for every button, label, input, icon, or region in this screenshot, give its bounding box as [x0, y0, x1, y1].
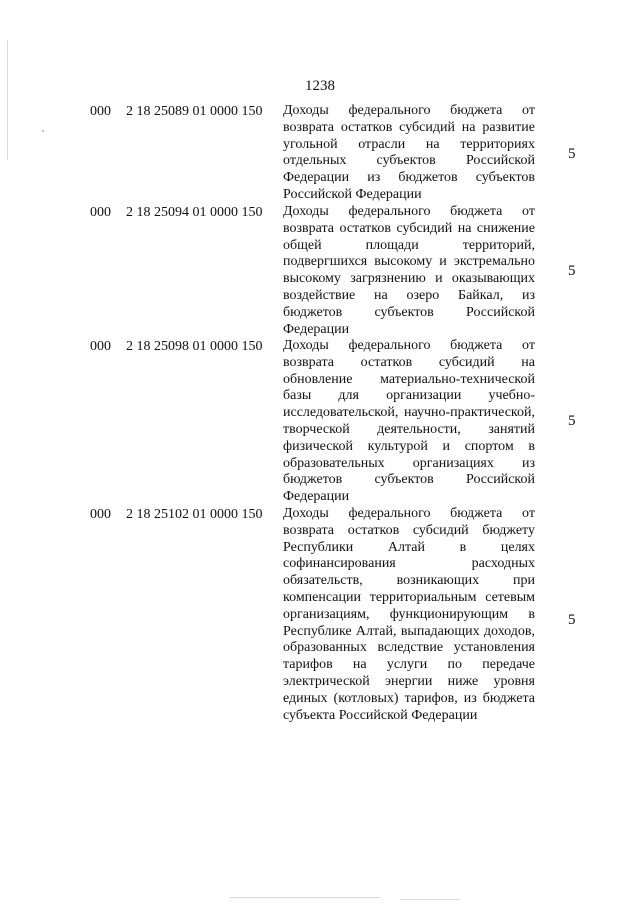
admin-code: 000 [90, 507, 111, 522]
budget-code: 2 18 25098 01 0000 150 [126, 339, 263, 354]
budget-code: 2 18 25094 01 0000 150 [126, 205, 263, 220]
scan-edge-mark [7, 40, 8, 160]
income-description: Доходы федерального бюджета от возврата остатков субсидий на снижение общей площади территорий, подвергшихся высокому и экстремально высокому загрязнению и оказывающих воздействие на озеро Байкал, из бюджетов субъектов Российской Федерации [283, 204, 535, 337]
admin-code: 000 [90, 205, 111, 220]
page-number: 1238 [305, 78, 335, 94]
income-description: Доходы федерального бюджета от возврата остатков субсидий на развитие угольной отрасли на территориях отдельных субъектов Российской Федерации из бюджетов субъектов Российской Федерации [283, 103, 535, 202]
scan-dot [42, 130, 44, 132]
budget-code: 2 18 25089 01 0000 150 [126, 104, 263, 119]
admin-code: 000 [90, 104, 111, 119]
scan-bottom-dash [400, 899, 460, 900]
scan-bottom-line [230, 897, 380, 898]
amount: 5 [568, 146, 576, 162]
amount: 5 [568, 263, 576, 279]
income-description: Доходы федерального бюджета от возврата остатков субсидий бюджету Республики Алтай в целях софинансирования расходных обязательств, возникающих при компенсации территориальным сетевым организациям, функционирующим в Республике Алтай, выпадающих доходов, образованных вследствие установления тарифов на услуги по передаче электрической энергии ниже уровня единых (котловых) тарифов, из бюджета субъекта Российской Федерации [283, 506, 535, 723]
income-description: Доходы федерального бюджета от возврата остатков субсидий на обновление материально-технической базы для организации учебно-исследовательской, научно-практической, творческой деятельности, занятий физической культурой и спортом в образовательных организациях из бюджетов субъектов Российской Федерации [283, 338, 535, 505]
budget-code: 2 18 25102 01 0000 150 [126, 507, 263, 522]
amount: 5 [568, 612, 576, 628]
amount: 5 [568, 413, 576, 429]
admin-code: 000 [90, 339, 111, 354]
